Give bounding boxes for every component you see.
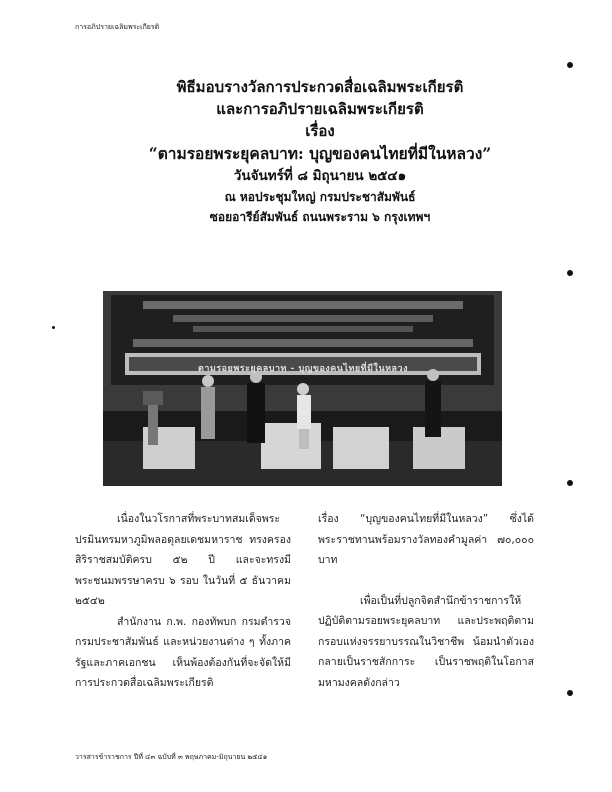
title-line-1: พิธีมอบรางวัลการประกวดสื่อเฉลิมพระเกียรติ — [176, 78, 464, 96]
ceremony-photo-illustration — [103, 291, 502, 486]
running-head: การอภิปรายเฉลิมพระเกียรติ — [75, 23, 160, 31]
title-line-3: เรื่อง — [305, 122, 335, 140]
ceremony-photo — [103, 291, 502, 486]
page-footer: วารสารข้าราชการ ปีที่ ๔๓ ฉบับที่ ๓ พฤษภาคม-มิถุนายน ๒๕๔๑ — [75, 753, 268, 761]
event-date: วันจันทร์ที่ ๘ มิถุนายน ๒๕๔๑ — [233, 168, 407, 184]
photo-banner-text: ตามรอยพระยุคลบาท - บุญของคนไทยที่มีในหลวง — [197, 364, 408, 374]
event-venue: ณ หอประชุมใหญ่ กรมประชาสัมพันธ์ — [224, 190, 416, 204]
paragraph: เนื่องในวโรกาสที่พระบาทสมเด็จพระปรมินทรมหาภูมิพลอดุลยเดชมหาราช ทรงครองสิริราชสมบัติครบ ๕๒ ปี และจะทรงมีพระชนมพรรษาครบ ๖ รอบ ในวันที่ ๕ ธันวาคม ๒๕๔๒ — [75, 513, 291, 607]
margin-mark — [567, 62, 573, 68]
event-address: ซอยอารีย์สัมพันธ์ ถนนพระราม ๖ กรุงเทพฯ — [209, 210, 431, 224]
margin-mark — [567, 690, 573, 696]
title-block — [120, 76, 520, 227]
title-line-2: และการอภิปรายเฉลิมพระเกียรติ — [216, 100, 424, 118]
margin-mark — [52, 326, 55, 329]
margin-mark — [567, 480, 573, 486]
paragraph: สำนักงาน ก.พ. กองทัพบก กรมตำรวจ กรมประชาสัมพันธ์ และหน่วยงานต่าง ๆ ทั้งภาครัฐและภาคเอกชน เห็นพ้องต้องกันที่จะจัดให้มีการประกวดสื่อเฉลิมพระเกียรติ — [75, 615, 291, 689]
paragraph: เพื่อเป็นที่ปลูกจิตสำนึกข้าราชการให้ปฏิบัติตามรอยพระยุคลบาท และประพฤติตามกรอบแห่งจรรยาบรรณในวิชาชีพ น้อมนำตัวเอง กลายเป็นราชสักการะ เป็นราชพฤติในโอกาสมหามงคลดังกล่าว — [318, 594, 534, 689]
paragraph: เรื่อง “บุญของคนไทยที่มีในหลวง” ซึ่งได้พระราชทานพร้อมรางวัลทองคำมูลค่า ๗๐,๐๐๐ บาท — [318, 513, 534, 566]
body-column-left — [75, 509, 291, 694]
body-column-right — [318, 509, 534, 693]
title-quote: “ตามรอยพระยุคลบาท: บุญของคนไทยที่มีในหลวง” — [148, 144, 492, 163]
margin-mark — [567, 270, 573, 276]
